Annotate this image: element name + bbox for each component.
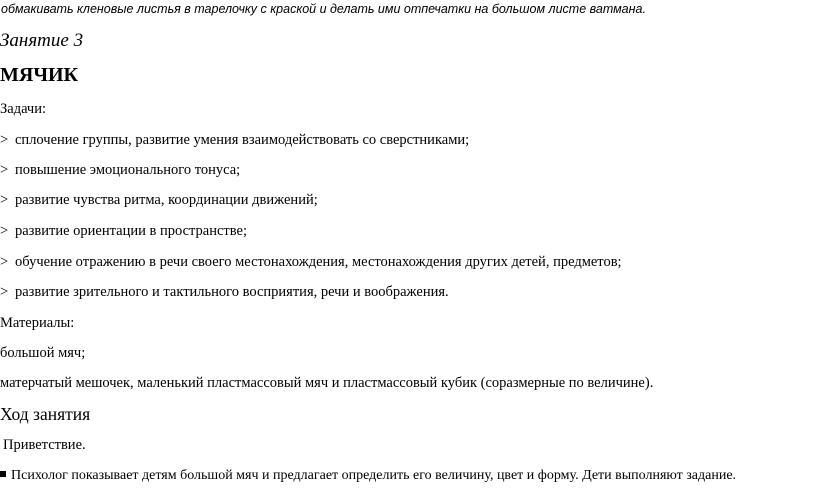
materials-heading: Материалы: [0, 315, 75, 331]
square-bullet-icon [0, 471, 6, 477]
greeting-line: Приветствие. [3, 437, 86, 453]
task-marker: > [0, 192, 9, 208]
course-heading: Ход занятия [0, 404, 91, 424]
first-step-line [0, 467, 736, 485]
lesson-number: Занятие 3 [0, 30, 84, 51]
task-item [0, 253, 622, 271]
lesson-title: МЯЧИК [0, 64, 79, 86]
task-text: развитие зрительного и тактильного восприятия, речи и воображения. [15, 284, 449, 300]
task-item [0, 191, 318, 209]
task-text: повышение эмоционального тонуса; [15, 162, 241, 178]
task-marker: > [0, 254, 9, 270]
task-marker: > [0, 162, 9, 178]
first-step-text: Психолог показывает детям большой мяч и предлагает определить его величину, цвет и форму. Дети выполняют задание. [11, 468, 737, 483]
task-marker: > [0, 284, 9, 300]
material-item: большой мяч; [0, 345, 86, 361]
task-text: развитие чувства ритма, координации движений; [15, 192, 318, 208]
task-text: обучение отражению в речи своего местонахождения, местонахождения других детей, предметов; [15, 254, 622, 270]
intro-line: обмакивать кленовые листья в тарелочку с краской и делать ими отпечатки на большом листе ватмана. [1, 2, 646, 16]
task-item [0, 222, 247, 240]
material-item: матерчатый мешочек, маленький пластмассовый мяч и пластмассовый кубик (соразмерные по величине). [0, 375, 654, 391]
task-item [0, 131, 469, 149]
task-marker: > [0, 132, 9, 148]
task-text: развитие ориентации в пространстве; [15, 223, 247, 239]
task-item [0, 161, 240, 179]
task-marker: > [0, 223, 9, 239]
task-text: сплочение группы, развитие умения взаимодействовать со сверстниками; [15, 132, 470, 148]
task-item [0, 283, 449, 301]
tasks-heading: Задачи: [0, 101, 47, 117]
